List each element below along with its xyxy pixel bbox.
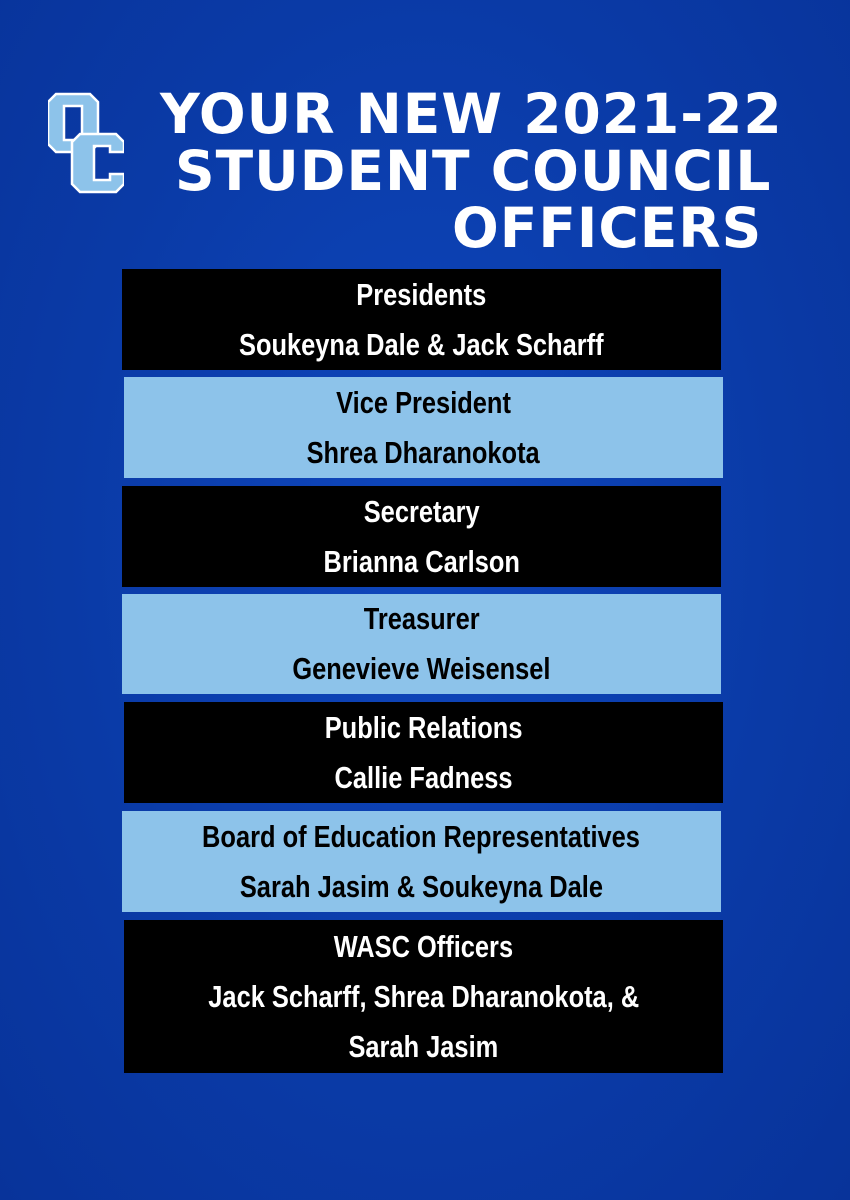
officer-block-vice-president bbox=[124, 377, 723, 478]
officer-role: Treasurer bbox=[363, 601, 480, 636]
title-line-3: OFFICERS bbox=[452, 196, 763, 260]
officer-names: Shrea Dharanokota bbox=[306, 434, 541, 470]
officer-names: Sarah Jasim & Soukeyna Dale bbox=[239, 868, 604, 904]
officer-names: Callie Fadness bbox=[334, 759, 513, 795]
officer-role: Presidents bbox=[356, 276, 487, 312]
title-line-1: YOUR NEW 2021-22 bbox=[160, 82, 783, 146]
officer-role: Board of Education Representatives bbox=[202, 818, 641, 854]
officer-block-public-relations bbox=[124, 702, 723, 803]
officer-names: Genevieve Weisensel bbox=[292, 651, 551, 686]
officer-block-wasc bbox=[124, 920, 723, 1073]
officer-block-board-of-education bbox=[122, 811, 721, 912]
officer-role: Secretary bbox=[363, 493, 480, 529]
officer-names: Brianna Carlson bbox=[323, 543, 520, 579]
officer-role: WASC Officers bbox=[333, 928, 514, 964]
officer-role: Public Relations bbox=[324, 709, 523, 745]
officer-role: Vice President bbox=[336, 384, 511, 420]
title-line-2: STUDENT COUNCIL bbox=[175, 139, 772, 203]
oc-logo bbox=[48, 92, 124, 194]
officer-names-line-2: Sarah Jasim bbox=[348, 1028, 499, 1064]
officer-block-treasurer bbox=[122, 594, 721, 694]
officer-names-line-1: Jack Scharff, Shrea Dharanokota, & bbox=[208, 978, 639, 1014]
officer-block-secretary bbox=[122, 486, 721, 587]
officer-names: Soukeyna Dale & Jack Scharff bbox=[239, 326, 604, 362]
officer-block-presidents bbox=[122, 269, 721, 370]
